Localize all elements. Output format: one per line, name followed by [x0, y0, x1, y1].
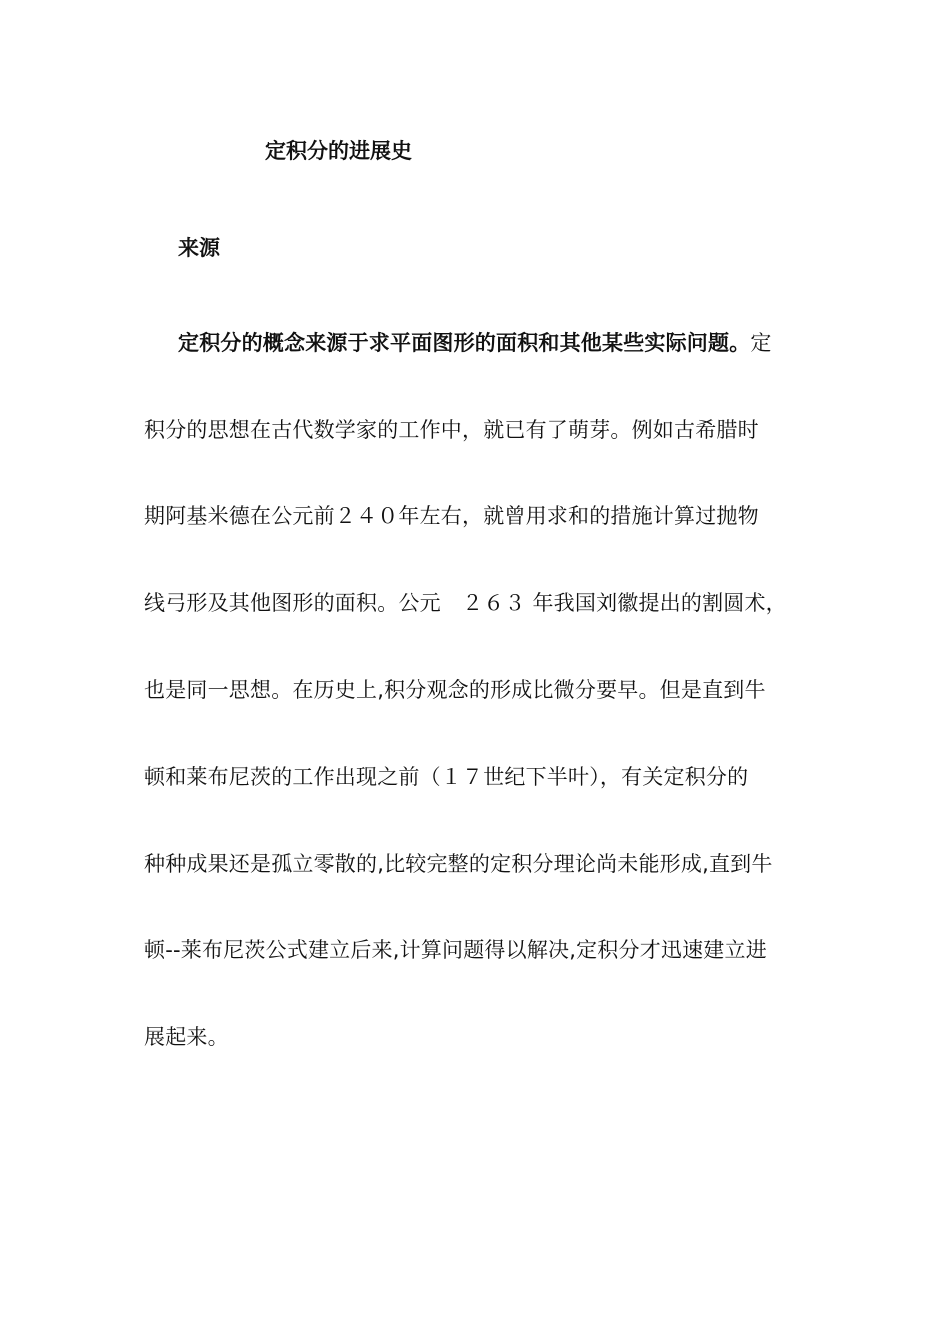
paragraph-lead-bold: 定积分的概念来源于求平面图形的面积和其他某些实际问题。 — [178, 331, 751, 355]
paragraph-line-3: 期阿基米德在公元前２４０年左右，就曾用求和的措施计算过抛物 — [144, 504, 759, 528]
paragraph-line-1-tail: 定 — [750, 331, 772, 355]
paragraph-line-8: 顿--莱布尼茨公式建立后来,计算问题得以解决,定积分才迅速建立进 — [144, 938, 767, 962]
paragraph-line-1 — [178, 328, 772, 358]
document-title: 定积分的进展史 — [265, 139, 412, 163]
paragraph-line-7: 种种成果还是孤立零散的,比较完整的定积分理论尚未能形成,直到牛 — [144, 852, 773, 876]
section-heading: 来源 — [178, 236, 220, 260]
paragraph-line-9: 展起来。 — [144, 1025, 229, 1049]
paragraph-line-5: 也是同一思想。在历史上,积分观念的形成比微分要早。但是直到牛 — [144, 678, 766, 702]
paragraph-line-4: 线弓形及其他图形的面积。公元 ２６３ 年我国刘徽提出的割圆术， — [144, 591, 787, 615]
paragraph-line-6: 顿和莱布尼茨的工作出现之前（１７世纪下半叶），有关定积分的 — [144, 765, 749, 789]
paragraph-line-2: 积分的思想在古代数学家的工作中，就已有了萌芽。例如古希腊时 — [144, 418, 759, 442]
